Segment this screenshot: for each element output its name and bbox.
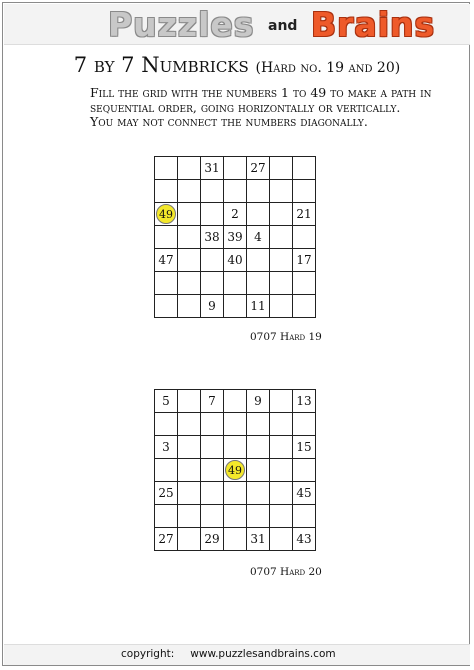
given-number: 3 <box>162 440 170 454</box>
instruction-line: Fill the grid with the numbers 1 to 49 to make a path in <box>90 85 432 100</box>
grid-cell[interactable] <box>201 528 224 551</box>
grid-cell[interactable] <box>155 390 178 413</box>
grid-cell[interactable] <box>224 226 247 249</box>
grid-row <box>155 505 316 528</box>
grid-cell[interactable] <box>270 295 293 318</box>
given-number: 31 <box>250 532 266 546</box>
grid-cell[interactable] <box>155 203 178 226</box>
site-header <box>4 4 470 45</box>
grid-cell[interactable] <box>178 482 201 505</box>
grid-cell[interactable] <box>293 272 316 295</box>
grid-cell[interactable] <box>293 390 316 413</box>
grid-cell[interactable] <box>201 482 224 505</box>
grid-cell[interactable] <box>293 157 316 180</box>
grid-cell[interactable] <box>178 390 201 413</box>
grid-cell[interactable] <box>155 436 178 459</box>
grid-cell[interactable] <box>155 249 178 272</box>
page-title <box>0 53 474 77</box>
instructions <box>90 86 470 130</box>
grid-cell[interactable] <box>155 528 178 551</box>
grid-cell[interactable] <box>201 272 224 295</box>
grid-cell[interactable] <box>224 390 247 413</box>
grid-cell[interactable] <box>224 413 247 436</box>
grid-cell[interactable] <box>178 203 201 226</box>
grid-cell[interactable] <box>224 436 247 459</box>
grid-cell[interactable] <box>155 226 178 249</box>
grid-cell[interactable] <box>178 413 201 436</box>
grid-cell[interactable] <box>178 436 201 459</box>
grid-cell[interactable] <box>155 157 178 180</box>
given-number: 27 <box>250 161 266 175</box>
given-number: 38 <box>204 230 220 244</box>
title-sub: (Hard no. 19 and 20) <box>255 60 401 76</box>
given-number: 9 <box>208 299 216 313</box>
given-number: 45 <box>296 486 312 500</box>
given-number: 7 <box>208 394 216 408</box>
given-number: 13 <box>296 394 312 408</box>
grid-cell[interactable] <box>224 180 247 203</box>
grid-cell[interactable] <box>224 272 247 295</box>
puzzle-caption-2: 0707 Hard 20 <box>250 566 322 578</box>
grid-row <box>155 390 316 413</box>
instruction-line: sequential order, going horizontally or vertically. <box>90 99 401 115</box>
logo-word-puzzles: Puzzles <box>108 5 255 44</box>
grid-row <box>155 180 316 203</box>
grid-cell[interactable] <box>247 180 270 203</box>
grid-cell[interactable] <box>247 295 270 318</box>
grid-cell[interactable] <box>178 249 201 272</box>
grid-cell[interactable] <box>270 203 293 226</box>
grid-cell[interactable] <box>247 528 270 551</box>
grid-cell[interactable] <box>178 505 201 528</box>
grid-cell[interactable] <box>293 436 316 459</box>
grid-cell[interactable] <box>224 482 247 505</box>
grid-cell[interactable] <box>270 226 293 249</box>
instruction-line: You may not connect the numbers diagonally. <box>90 114 368 129</box>
grid-cell[interactable] <box>270 482 293 505</box>
grid-row <box>155 436 316 459</box>
grid-row <box>155 295 316 318</box>
grid-cell[interactable] <box>247 436 270 459</box>
logo-word-and: and <box>268 18 298 34</box>
grid-cell[interactable] <box>224 459 247 482</box>
given-number: 5 <box>162 394 170 408</box>
given-number: 47 <box>158 253 174 267</box>
grid-row <box>155 157 316 180</box>
grid-cell[interactable] <box>178 272 201 295</box>
grid-cell[interactable] <box>224 249 247 272</box>
grid-cell[interactable] <box>247 226 270 249</box>
grid-cell[interactable] <box>224 505 247 528</box>
grid-cell[interactable] <box>247 505 270 528</box>
grid-cell[interactable] <box>293 226 316 249</box>
grid-cell[interactable] <box>224 528 247 551</box>
given-number: 2 <box>231 207 239 221</box>
grid-cell[interactable] <box>224 203 247 226</box>
given-number: 29 <box>204 532 220 546</box>
grid-cell[interactable] <box>270 528 293 551</box>
copyright-label: copyright: <box>121 648 175 660</box>
grid-cell[interactable] <box>247 157 270 180</box>
grid-row <box>155 226 316 249</box>
grid-cell[interactable] <box>201 295 224 318</box>
highlighted-number: 49 <box>156 204 176 224</box>
grid-cell[interactable] <box>293 249 316 272</box>
grid-cell[interactable] <box>155 505 178 528</box>
grid-cell[interactable] <box>270 436 293 459</box>
given-number: 15 <box>296 440 312 454</box>
grid-cell[interactable] <box>201 436 224 459</box>
grid-cell[interactable] <box>247 413 270 436</box>
grid-cell[interactable] <box>270 180 293 203</box>
given-number: 39 <box>227 230 243 244</box>
grid-cell[interactable] <box>293 459 316 482</box>
grid-cell[interactable] <box>224 157 247 180</box>
grid-cell[interactable] <box>201 226 224 249</box>
grid-cell[interactable] <box>178 459 201 482</box>
site-link[interactable]: www.puzzlesandbrains.com <box>190 648 336 660</box>
grid-cell[interactable] <box>178 226 201 249</box>
highlighted-number: 49 <box>225 460 245 480</box>
puzzle-caption-1: 0707 Hard 19 <box>250 331 322 343</box>
given-number: 27 <box>158 532 174 546</box>
grid-cell[interactable] <box>270 390 293 413</box>
grid-cell[interactable] <box>293 482 316 505</box>
given-number: 9 <box>254 394 262 408</box>
grid-cell[interactable] <box>247 390 270 413</box>
given-number: 31 <box>204 161 220 175</box>
grid-cell[interactable] <box>270 459 293 482</box>
grid-row <box>155 459 316 482</box>
grid-cell[interactable] <box>247 203 270 226</box>
given-number: 43 <box>296 532 312 546</box>
grid-cell[interactable] <box>155 272 178 295</box>
grid-cell[interactable] <box>293 505 316 528</box>
grid-row <box>155 482 316 505</box>
grid-table <box>154 389 316 551</box>
logo-word-brains: Brains <box>311 5 436 44</box>
grid-cell[interactable] <box>155 413 178 436</box>
grid-row <box>155 528 316 551</box>
grid-cell[interactable] <box>178 157 201 180</box>
grid-table <box>154 156 316 318</box>
given-number: 25 <box>158 486 174 500</box>
grid-cell[interactable] <box>270 157 293 180</box>
grid-row <box>155 272 316 295</box>
given-number: 17 <box>296 253 312 267</box>
grid-cell[interactable] <box>293 413 316 436</box>
copyright-footer <box>121 648 336 660</box>
grid-cell[interactable] <box>201 157 224 180</box>
given-number: 40 <box>227 253 243 267</box>
grid-cell[interactable] <box>178 180 201 203</box>
grid-cell[interactable] <box>247 459 270 482</box>
title-main: 7 by 7 Numbricks <box>73 53 249 77</box>
grid-cell[interactable] <box>293 295 316 318</box>
grid-cell[interactable] <box>155 482 178 505</box>
grid-cell[interactable] <box>293 180 316 203</box>
grid-cell[interactable] <box>155 180 178 203</box>
grid-cell[interactable] <box>247 249 270 272</box>
grid-row <box>155 249 316 272</box>
grid-cell[interactable] <box>247 482 270 505</box>
grid-cell[interactable] <box>155 459 178 482</box>
grid-row <box>155 413 316 436</box>
grid-cell[interactable] <box>201 413 224 436</box>
given-number: 21 <box>296 207 312 221</box>
grid-cell[interactable] <box>293 528 316 551</box>
grid-cell[interactable] <box>270 249 293 272</box>
grid-cell[interactable] <box>201 390 224 413</box>
grid-cell[interactable] <box>201 459 224 482</box>
grid-cell[interactable] <box>270 272 293 295</box>
puzzle-grid-1 <box>154 156 316 318</box>
grid-cell[interactable] <box>270 505 293 528</box>
grid-cell[interactable] <box>247 272 270 295</box>
given-number: 4 <box>254 230 262 244</box>
puzzle-grid-2 <box>154 389 316 551</box>
grid-cell[interactable] <box>201 180 224 203</box>
grid-cell[interactable] <box>201 505 224 528</box>
grid-cell[interactable] <box>270 413 293 436</box>
grid-row <box>155 203 316 226</box>
grid-cell[interactable] <box>224 295 247 318</box>
grid-cell[interactable] <box>201 203 224 226</box>
grid-cell[interactable] <box>293 203 316 226</box>
grid-cell[interactable] <box>155 295 178 318</box>
grid-cell[interactable] <box>201 249 224 272</box>
given-number: 11 <box>250 299 266 313</box>
grid-cell[interactable] <box>178 528 201 551</box>
grid-cell[interactable] <box>178 295 201 318</box>
